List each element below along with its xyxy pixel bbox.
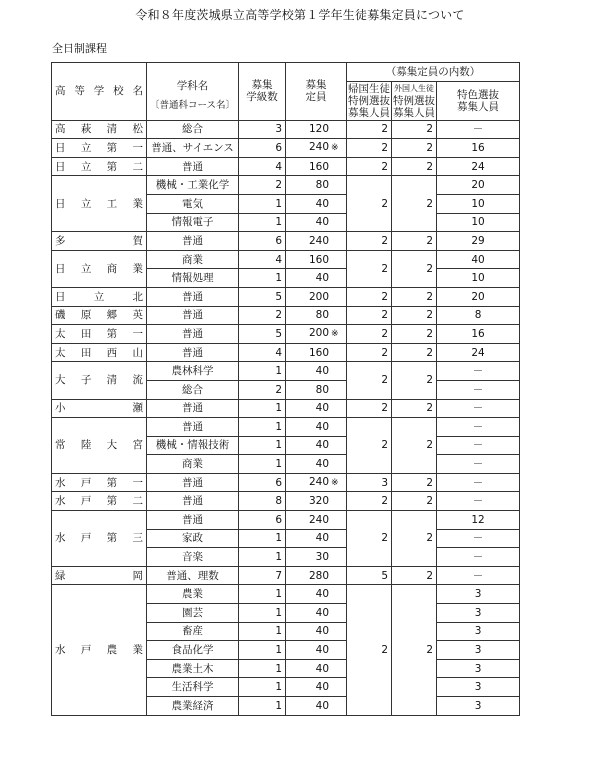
school-name: 太田西山 bbox=[52, 343, 147, 362]
dept-name: 農林科学 bbox=[147, 362, 239, 381]
dept-name: 普通 bbox=[147, 343, 239, 362]
table-row bbox=[52, 306, 520, 325]
foreign-count: 2 bbox=[392, 399, 437, 418]
table-row bbox=[52, 139, 520, 158]
tokushoku-count: 10 bbox=[437, 194, 520, 213]
foreign-count: 2 bbox=[392, 511, 437, 567]
foreign-count: 2 bbox=[392, 566, 437, 585]
school-name: 緑岡 bbox=[52, 566, 147, 585]
capacity-value: 40 bbox=[315, 681, 330, 694]
capacity-cell bbox=[286, 622, 347, 641]
kikoku-count: 2 bbox=[347, 250, 392, 287]
header-foreign-l2: 特例選抜 bbox=[393, 94, 436, 107]
header-dept-label: 学科名 bbox=[176, 80, 209, 93]
tokushoku-count: － bbox=[437, 455, 520, 474]
dept-name: 音楽 bbox=[147, 548, 239, 567]
tokushoku-count: 3 bbox=[437, 678, 520, 697]
tokushoku-count: 8 bbox=[437, 306, 520, 325]
classes-count: 1 bbox=[239, 213, 286, 232]
header-dept-sub: 〔普通科コース名〕 bbox=[150, 100, 236, 112]
header-dept bbox=[147, 63, 239, 121]
foreign-count: 2 bbox=[392, 120, 437, 139]
capacity-value: 40 bbox=[315, 588, 330, 601]
capacity-value: 80 bbox=[315, 179, 330, 192]
header-foreign-l3: 募集人員 bbox=[393, 106, 436, 119]
tokushoku-count: － bbox=[437, 399, 520, 418]
classes-count: 1 bbox=[239, 678, 286, 697]
capacity-cell bbox=[286, 455, 347, 474]
capacity-cell bbox=[286, 511, 347, 530]
school-name: 高萩清松 bbox=[52, 120, 147, 139]
foreign-count: 2 bbox=[392, 362, 437, 399]
school-name: 日立第二 bbox=[52, 157, 147, 176]
header-classes-l2: 学級数 bbox=[246, 91, 278, 104]
foreign-count: 2 bbox=[392, 250, 437, 287]
tokushoku-count: － bbox=[437, 566, 520, 585]
course-subtitle: 全日制課程 bbox=[52, 42, 107, 55]
table-row bbox=[52, 120, 520, 139]
table-row bbox=[52, 157, 520, 176]
foreign-count: 2 bbox=[392, 306, 437, 325]
kikoku-count: 2 bbox=[347, 511, 392, 567]
capacity-value: 120 bbox=[308, 123, 330, 136]
classes-count: 2 bbox=[239, 380, 286, 399]
header-tokushoku bbox=[437, 81, 520, 120]
capacity-cell bbox=[286, 529, 347, 548]
classes-count: 1 bbox=[239, 641, 286, 660]
header-kikoku-l2: 特例選抜 bbox=[348, 94, 391, 107]
classes-count: 1 bbox=[239, 604, 286, 623]
dept-name: 普通 bbox=[147, 232, 239, 251]
dept-name: 園芸 bbox=[147, 604, 239, 623]
school-name: 太田第一 bbox=[52, 325, 147, 344]
capacity-cell bbox=[286, 213, 347, 232]
capacity-value: 40 bbox=[315, 606, 330, 619]
classes-count: 6 bbox=[239, 473, 286, 492]
dept-name: 家政 bbox=[147, 529, 239, 548]
classes-count: 1 bbox=[239, 622, 286, 641]
capacity-cell bbox=[286, 362, 347, 381]
table-row bbox=[52, 287, 520, 306]
tokushoku-count: － bbox=[437, 436, 520, 455]
capacity-value: 40 bbox=[315, 532, 330, 545]
dept-name: 機械・情報技術 bbox=[147, 436, 239, 455]
kikoku-count: 2 bbox=[347, 399, 392, 418]
tokushoku-count: 16 bbox=[437, 139, 520, 158]
capacity-cell bbox=[286, 139, 347, 158]
header-classes bbox=[239, 63, 286, 121]
table-row bbox=[52, 362, 520, 381]
table-row bbox=[52, 418, 520, 437]
tokushoku-count: 3 bbox=[437, 697, 520, 716]
foreign-count: 2 bbox=[392, 157, 437, 176]
tokushoku-count: 40 bbox=[437, 250, 520, 269]
note-mark: ※ bbox=[331, 478, 339, 489]
school-name: 常陸大宮 bbox=[52, 418, 147, 474]
capacity-value: 40 bbox=[315, 216, 330, 229]
table-row bbox=[52, 250, 520, 269]
header-capacity-l2: 定員 bbox=[305, 91, 327, 104]
school-name: 磯原郷英 bbox=[52, 306, 147, 325]
capacity-value: 40 bbox=[315, 420, 330, 433]
capacity-cell bbox=[286, 641, 347, 660]
capacity-cell bbox=[286, 380, 347, 399]
foreign-count: 2 bbox=[392, 325, 437, 344]
classes-count: 1 bbox=[239, 399, 286, 418]
note-mark: ※ bbox=[331, 143, 339, 154]
classes-count: 6 bbox=[239, 139, 286, 158]
foreign-count: 2 bbox=[392, 473, 437, 492]
capacity-cell bbox=[286, 120, 347, 139]
classes-count: 1 bbox=[239, 418, 286, 437]
header-tokushoku-l1: 特色選抜 bbox=[457, 88, 500, 101]
dept-name: 普通、理数 bbox=[147, 566, 239, 585]
capacity-value: 80 bbox=[315, 309, 330, 322]
table-row bbox=[52, 473, 520, 492]
tokushoku-count: － bbox=[437, 473, 520, 492]
foreign-count: 2 bbox=[392, 176, 437, 232]
school-name: 水戸農業 bbox=[52, 585, 147, 715]
dept-name: 情報電子 bbox=[147, 213, 239, 232]
capacity-cell bbox=[286, 232, 347, 251]
capacity-value: 240 bbox=[308, 141, 330, 154]
capacity-value: 200 bbox=[308, 290, 330, 303]
tokushoku-count: 10 bbox=[437, 269, 520, 288]
capacity-value: 160 bbox=[308, 346, 330, 359]
table-body bbox=[52, 120, 520, 715]
capacity-value: 40 bbox=[315, 402, 330, 415]
table-row bbox=[52, 176, 520, 195]
capacity-cell bbox=[286, 176, 347, 195]
capacity-value: 40 bbox=[315, 365, 330, 378]
tokushoku-count: 20 bbox=[437, 176, 520, 195]
capacity-cell bbox=[286, 473, 347, 492]
enrollment-table bbox=[51, 62, 520, 716]
dept-name: 普通 bbox=[147, 511, 239, 530]
foreign-count: 2 bbox=[392, 343, 437, 362]
kikoku-count: 2 bbox=[347, 120, 392, 139]
capacity-value: 40 bbox=[315, 625, 330, 638]
tokushoku-count: － bbox=[437, 380, 520, 399]
dept-name: 商業 bbox=[147, 455, 239, 474]
table-header bbox=[52, 63, 520, 121]
school-name: 水戸第二 bbox=[52, 492, 147, 511]
dept-name: 商業 bbox=[147, 250, 239, 269]
foreign-count: 2 bbox=[392, 232, 437, 251]
tokushoku-count: 3 bbox=[437, 659, 520, 678]
tokushoku-count: 3 bbox=[437, 604, 520, 623]
table-row bbox=[52, 511, 520, 530]
classes-count: 4 bbox=[239, 343, 286, 362]
capacity-value: 30 bbox=[315, 551, 330, 564]
capacity-cell bbox=[286, 194, 347, 213]
capacity-value: 80 bbox=[315, 383, 330, 396]
kikoku-count: 2 bbox=[347, 157, 392, 176]
capacity-cell bbox=[286, 678, 347, 697]
classes-count: 3 bbox=[239, 120, 286, 139]
school-name: 日立商業 bbox=[52, 250, 147, 287]
capacity-value: 240 bbox=[308, 513, 330, 526]
kikoku-count: 2 bbox=[347, 343, 392, 362]
capacity-cell bbox=[286, 492, 347, 511]
capacity-value: 280 bbox=[308, 569, 330, 582]
dept-name: 普通 bbox=[147, 157, 239, 176]
kikoku-count: 3 bbox=[347, 473, 392, 492]
capacity-value: 40 bbox=[315, 644, 330, 657]
school-name: 水戸第一 bbox=[52, 473, 147, 492]
classes-count: 1 bbox=[239, 194, 286, 213]
kikoku-count: 2 bbox=[347, 139, 392, 158]
kikoku-count: 2 bbox=[347, 492, 392, 511]
tokushoku-count: － bbox=[437, 120, 520, 139]
capacity-cell bbox=[286, 399, 347, 418]
school-name: 日立工業 bbox=[52, 176, 147, 232]
classes-count: 1 bbox=[239, 659, 286, 678]
table-row bbox=[52, 399, 520, 418]
header-kikoku bbox=[347, 81, 392, 120]
capacity-cell bbox=[286, 566, 347, 585]
classes-count: 4 bbox=[239, 250, 286, 269]
foreign-count: 2 bbox=[392, 287, 437, 306]
tokushoku-count: － bbox=[437, 529, 520, 548]
classes-count: 1 bbox=[239, 529, 286, 548]
capacity-value: 40 bbox=[315, 699, 330, 712]
header-foreign bbox=[392, 81, 437, 120]
kikoku-count: 2 bbox=[347, 306, 392, 325]
table-row bbox=[52, 585, 520, 604]
school-name: 小瀬 bbox=[52, 399, 147, 418]
tokushoku-count: 3 bbox=[437, 641, 520, 660]
note-mark: ※ bbox=[331, 329, 339, 340]
classes-count: 6 bbox=[239, 511, 286, 530]
tokushoku-count: 24 bbox=[437, 157, 520, 176]
tokushoku-count: 3 bbox=[437, 622, 520, 641]
school-name: 日立北 bbox=[52, 287, 147, 306]
table-row bbox=[52, 343, 520, 362]
classes-count: 1 bbox=[239, 269, 286, 288]
capacity-value: 320 bbox=[308, 495, 330, 508]
kikoku-count: 2 bbox=[347, 325, 392, 344]
table-row bbox=[52, 325, 520, 344]
classes-count: 6 bbox=[239, 232, 286, 251]
dept-name: 農業 bbox=[147, 585, 239, 604]
capacity-cell bbox=[286, 697, 347, 716]
capacity-value: 240 bbox=[308, 234, 330, 247]
capacity-cell bbox=[286, 343, 347, 362]
dept-name: 普通 bbox=[147, 399, 239, 418]
capacity-cell bbox=[286, 250, 347, 269]
dept-name: 生活科学 bbox=[147, 678, 239, 697]
classes-count: 2 bbox=[239, 176, 286, 195]
classes-count: 5 bbox=[239, 325, 286, 344]
classes-count: 1 bbox=[239, 548, 286, 567]
tokushoku-count: － bbox=[437, 492, 520, 511]
kikoku-count: 2 bbox=[347, 287, 392, 306]
capacity-value: 160 bbox=[308, 253, 330, 266]
classes-count: 8 bbox=[239, 492, 286, 511]
capacity-value: 40 bbox=[315, 439, 330, 452]
header-capacity bbox=[286, 63, 347, 121]
dept-name: 畜産 bbox=[147, 622, 239, 641]
school-name: 大子清流 bbox=[52, 362, 147, 399]
capacity-value: 40 bbox=[315, 197, 330, 210]
table-row bbox=[52, 566, 520, 585]
classes-count: 2 bbox=[239, 306, 286, 325]
capacity-cell bbox=[286, 604, 347, 623]
dept-name: 普通 bbox=[147, 418, 239, 437]
capacity-value: 40 bbox=[315, 662, 330, 675]
capacity-cell bbox=[286, 325, 347, 344]
tokushoku-count: 29 bbox=[437, 232, 520, 251]
header-capacity-l1: 募集 bbox=[305, 79, 327, 92]
dept-name: 食品化学 bbox=[147, 641, 239, 660]
dept-name: 普通 bbox=[147, 306, 239, 325]
tokushoku-count: 10 bbox=[437, 213, 520, 232]
dept-name: 普通、サイエンス bbox=[147, 139, 239, 158]
dept-name: 機械・工業化学 bbox=[147, 176, 239, 195]
dept-name: 普通 bbox=[147, 492, 239, 511]
tokushoku-count: 20 bbox=[437, 287, 520, 306]
capacity-value: 160 bbox=[308, 160, 330, 173]
kikoku-count: 2 bbox=[347, 585, 392, 715]
dept-name: 総合 bbox=[147, 120, 239, 139]
kikoku-count: 2 bbox=[347, 418, 392, 474]
capacity-value: 200 bbox=[308, 327, 330, 340]
capacity-value: 40 bbox=[315, 458, 330, 471]
classes-count: 4 bbox=[239, 157, 286, 176]
kikoku-count: 2 bbox=[347, 232, 392, 251]
tokushoku-count: － bbox=[437, 362, 520, 381]
capacity-value: 240 bbox=[308, 476, 330, 489]
dept-name: 電気 bbox=[147, 194, 239, 213]
header-breakdown: （募集定員の内数） bbox=[347, 63, 520, 82]
table-row bbox=[52, 232, 520, 251]
dept-name: 普通 bbox=[147, 287, 239, 306]
capacity-cell bbox=[286, 548, 347, 567]
capacity-cell bbox=[286, 436, 347, 455]
foreign-count: 2 bbox=[392, 492, 437, 511]
classes-count: 1 bbox=[239, 436, 286, 455]
tokushoku-count: 24 bbox=[437, 343, 520, 362]
foreign-count: 2 bbox=[392, 139, 437, 158]
header-kikoku-l3: 募集人員 bbox=[348, 106, 391, 119]
kikoku-count: 2 bbox=[347, 362, 392, 399]
school-name: 水戸第三 bbox=[52, 511, 147, 567]
foreign-count: 2 bbox=[392, 585, 437, 715]
capacity-cell bbox=[286, 306, 347, 325]
tokushoku-count: 3 bbox=[437, 585, 520, 604]
header-kikoku-l1: 帰国生徒 bbox=[348, 82, 391, 95]
tokushoku-count: 16 bbox=[437, 325, 520, 344]
foreign-count: 2 bbox=[392, 418, 437, 474]
header-tokushoku-l2: 募集人員 bbox=[457, 100, 500, 113]
dept-name: 農業土木 bbox=[147, 659, 239, 678]
dept-name: 情報処理 bbox=[147, 269, 239, 288]
classes-count: 7 bbox=[239, 566, 286, 585]
classes-count: 1 bbox=[239, 697, 286, 716]
capacity-cell bbox=[286, 585, 347, 604]
dept-name: 総合 bbox=[147, 380, 239, 399]
capacity-cell bbox=[286, 157, 347, 176]
kikoku-count: 2 bbox=[347, 176, 392, 232]
school-name: 多賀 bbox=[52, 232, 147, 251]
tokushoku-count: － bbox=[437, 548, 520, 567]
capacity-cell bbox=[286, 269, 347, 288]
capacity-cell bbox=[286, 659, 347, 678]
classes-count: 1 bbox=[239, 362, 286, 381]
header-foreign-l1: 外国人生徒 bbox=[394, 83, 435, 93]
school-name: 日立第一 bbox=[52, 139, 147, 158]
classes-count: 1 bbox=[239, 455, 286, 474]
dept-name: 普通 bbox=[147, 325, 239, 344]
classes-count: 5 bbox=[239, 287, 286, 306]
capacity-value: 40 bbox=[315, 272, 330, 285]
capacity-cell bbox=[286, 287, 347, 306]
tokushoku-count: 12 bbox=[437, 511, 520, 530]
capacity-cell bbox=[286, 418, 347, 437]
header-classes-l1: 募集 bbox=[251, 79, 273, 92]
kikoku-count: 5 bbox=[347, 566, 392, 585]
page-title: 令和８年度茨城県立高等学校第１学年生徒募集定員について bbox=[135, 8, 465, 22]
classes-count: 1 bbox=[239, 585, 286, 604]
dept-name: 普通 bbox=[147, 473, 239, 492]
tokushoku-count: － bbox=[437, 418, 520, 437]
dept-name: 農業経済 bbox=[147, 697, 239, 716]
table-row bbox=[52, 492, 520, 511]
header-school: 高等学校名 bbox=[52, 63, 147, 121]
